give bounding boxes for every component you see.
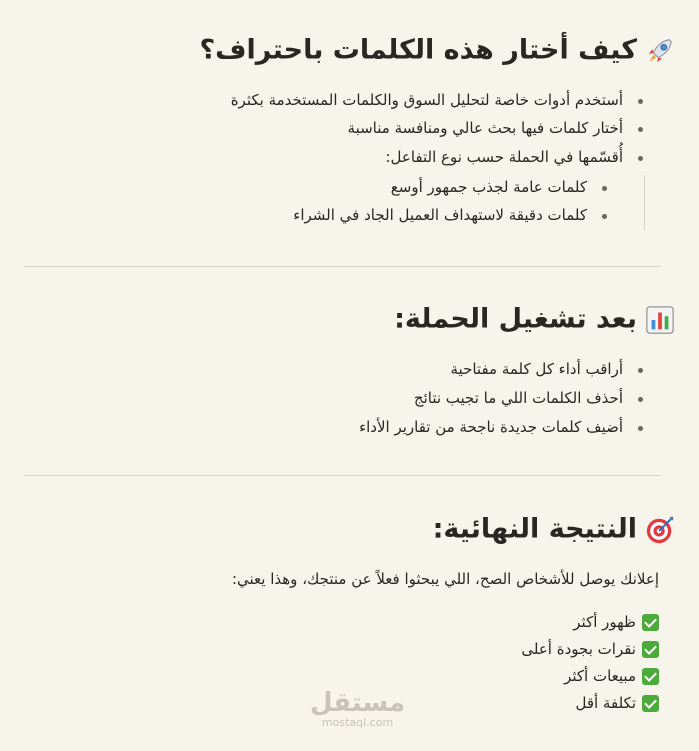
target-icon	[645, 515, 675, 545]
section-divider	[24, 266, 661, 267]
list-item: أستخدم أدوات خاصة لتحليل السوق والكلمات المستخدمة بكثرة	[230, 91, 623, 109]
list-item: أضيف كلمات جديدة ناجحة من تقارير الأداء	[359, 418, 623, 436]
section-divider	[24, 475, 661, 476]
check-box-icon	[642, 668, 659, 685]
check-box-icon	[642, 614, 659, 631]
rocket-icon	[645, 36, 675, 66]
check-box-icon	[642, 695, 659, 712]
check-item: ظهور أكثر	[573, 614, 659, 631]
section-title-choose-keywords: كيف أختار هذه الكلمات باحتراف؟	[200, 36, 675, 66]
list-item: أحذف الكلمات اللي ما تجيب نتائج	[413, 389, 623, 407]
check-item: تكلفة أقل	[575, 695, 659, 712]
list-item: كلمات عامة لجذب جمهور أوسع	[390, 178, 587, 196]
sub-list-guide	[644, 175, 645, 230]
mostaql-watermark: مستقل mostaql.com	[310, 688, 406, 729]
check-item: مبيعات أكثر	[564, 668, 659, 685]
section-title-after-launch: بعد تشغيل الحملة:	[394, 305, 675, 335]
list-item: أُقسّمها في الحملة حسب نوع التفاعل:	[385, 148, 623, 166]
list-item: أراقب أداء كل كلمة مفتاحية	[450, 360, 623, 378]
section-title-final-result: النتيجة النهائية:	[433, 515, 675, 545]
result-intro: إعلانك يوصل للأشخاص الصح، اللي يبحثوا فعلاً عن منتجك، وهذا يعني:	[231, 570, 659, 588]
check-box-icon	[642, 641, 659, 658]
list-item: أختار كلمات فيها بحث عالي ومنافسة مناسبة	[347, 119, 623, 137]
check-item: نقرات بجودة أعلى	[521, 641, 659, 658]
list-item: كلمات دقيقة لاستهداف العميل الجاد في الشراء	[293, 206, 587, 224]
bar-chart-icon	[645, 305, 675, 335]
